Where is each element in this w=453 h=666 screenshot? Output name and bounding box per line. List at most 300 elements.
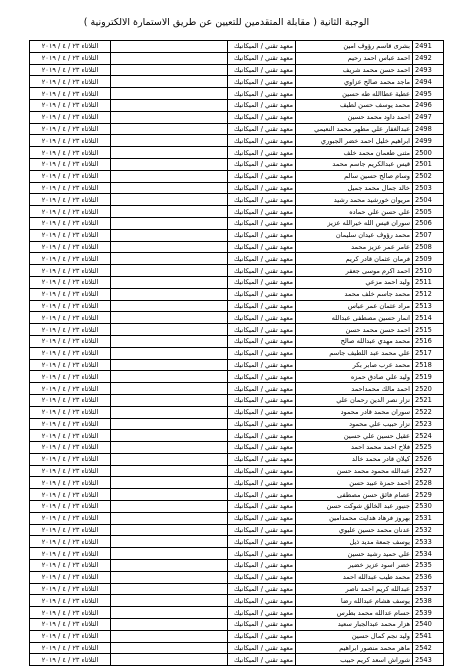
- institute-cell: معهد تقني / الميكانيك: [228, 288, 296, 300]
- table-row: [30, 512, 444, 524]
- interview-date-cell: الثلاثاء ٢٣ / ٤ / ٢٠١٩: [30, 229, 111, 241]
- institute-cell: معهد تقني / الميكانيك: [228, 324, 296, 336]
- interview-date-cell: الثلاثاء ٢٣ / ٤ / ٢٠١٩: [30, 536, 111, 548]
- sequence-number-cell: 2515: [413, 324, 444, 336]
- sequence-number-cell: 2494: [413, 76, 444, 88]
- sequence-number-cell: 2532: [413, 524, 444, 536]
- table-row: [30, 560, 444, 572]
- interview-date-cell: الثلاثاء ٢٣ / ٤ / ٢٠١٩: [30, 371, 111, 383]
- institute-cell: معهد تقني / الميكانيك: [228, 41, 296, 53]
- institute-cell: معهد تقني / الميكانيك: [228, 64, 296, 76]
- institute-cell: معهد تقني / الميكانيك: [228, 76, 296, 88]
- blank-cell: [111, 524, 228, 536]
- table-row: [30, 64, 444, 76]
- applicant-name-cell: عامر عمر عزيز محمد: [296, 241, 413, 253]
- table-row: [30, 158, 444, 170]
- institute-cell: معهد تقني / الميكانيك: [228, 300, 296, 312]
- sequence-number-cell: 2535: [413, 560, 444, 572]
- applicant-name-cell: خالد جمال محمد جميل: [296, 182, 413, 194]
- table-row: [30, 41, 444, 53]
- blank-cell: [111, 41, 228, 53]
- interview-date-cell: الثلاثاء ٢٣ / ٤ / ٢٠١٩: [30, 253, 111, 265]
- blank-cell: [111, 571, 228, 583]
- blank-cell: [111, 335, 228, 347]
- blank-cell: [111, 158, 228, 170]
- institute-cell: معهد تقني / الميكانيك: [228, 619, 296, 631]
- interview-date-cell: الثلاثاء ٢٣ / ٤ / ٢٠١٩: [30, 217, 111, 229]
- table-row: [30, 76, 444, 88]
- applicant-name-cell: يوسف جمعة مديد ذيل: [296, 536, 413, 548]
- interview-date-cell: الثلاثاء ٢٣ / ٤ / ٢٠١٩: [30, 111, 111, 123]
- applicant-name-cell: ماهر محمد منصور ابراهيم: [296, 642, 413, 654]
- applicant-name-cell: عبدالغفار علي مطهر محمد النعيمي: [296, 123, 413, 135]
- blank-cell: [111, 442, 228, 454]
- sequence-number-cell: 2513: [413, 300, 444, 312]
- blank-cell: [111, 265, 228, 277]
- applicant-name-cell: بهروز فرهاد هدايت محمدامين: [296, 512, 413, 524]
- blank-cell: [111, 135, 228, 147]
- applicant-name-cell: محمد يوسف حسن لطيف: [296, 99, 413, 111]
- table-row: [30, 135, 444, 147]
- institute-cell: معهد تقني / الميكانيك: [228, 406, 296, 418]
- applicant-name-cell: بشرى قاسم رؤوف امين: [296, 41, 413, 53]
- institute-cell: معهد تقني / الميكانيك: [228, 359, 296, 371]
- interview-date-cell: الثلاثاء ٢٣ / ٤ / ٢٠١٩: [30, 619, 111, 631]
- blank-cell: [111, 88, 228, 100]
- sequence-number-cell: 2542: [413, 642, 444, 654]
- applicant-table-body: [30, 41, 444, 666]
- interview-date-cell: الثلاثاء ٢٣ / ٤ / ٢٠١٩: [30, 383, 111, 395]
- sequence-number-cell: 2497: [413, 111, 444, 123]
- table-row: [30, 607, 444, 619]
- interview-date-cell: الثلاثاء ٢٣ / ٤ / ٢٠١٩: [30, 501, 111, 513]
- institute-cell: معهد تقني / الميكانيك: [228, 595, 296, 607]
- institute-cell: معهد تقني / الميكانيك: [228, 571, 296, 583]
- applicant-name-cell: محمد طيب عبدالله احمد: [296, 571, 413, 583]
- table-row: [30, 194, 444, 206]
- table-row: [30, 88, 444, 100]
- blank-cell: [111, 583, 228, 595]
- table-row: [30, 394, 444, 406]
- institute-cell: معهد تقني / الميكانيك: [228, 642, 296, 654]
- sequence-number-cell: 2491: [413, 41, 444, 53]
- table-row: [30, 571, 444, 583]
- applicant-name-cell: احمد اكرم موسى جعفر: [296, 265, 413, 277]
- applicant-name-cell: خضر اسود عزيز خضير: [296, 560, 413, 572]
- table-row: [30, 524, 444, 536]
- applicant-table: [29, 40, 444, 666]
- applicant-name-cell: انمار حسين مصطفى عبدالله: [296, 312, 413, 324]
- applicant-name-cell: احمد حسن محمد شريف: [296, 64, 413, 76]
- sequence-number-cell: 2505: [413, 206, 444, 218]
- sequence-number-cell: 2533: [413, 536, 444, 548]
- table-row: [30, 501, 444, 513]
- table-row: [30, 430, 444, 442]
- institute-cell: معهد تقني / الميكانيك: [228, 335, 296, 347]
- sequence-number-cell: 2523: [413, 418, 444, 430]
- blank-cell: [111, 619, 228, 631]
- table-row: [30, 630, 444, 642]
- blank-cell: [111, 394, 228, 406]
- interview-date-cell: الثلاثاء ٢٣ / ٤ / ٢٠١٩: [30, 123, 111, 135]
- interview-date-cell: الثلاثاء ٢٣ / ٤ / ٢٠١٩: [30, 312, 111, 324]
- applicant-name-cell: نزار نصر الدين رحمان علي: [296, 394, 413, 406]
- applicant-name-cell: فلاح احمد محمد احمد: [296, 442, 413, 454]
- blank-cell: [111, 654, 228, 666]
- table-row: [30, 371, 444, 383]
- interview-date-cell: الثلاثاء ٢٣ / ٤ / ٢٠١٩: [30, 560, 111, 572]
- applicant-name-cell: يوسف هشام عبدالله رضا: [296, 595, 413, 607]
- blank-cell: [111, 288, 228, 300]
- sequence-number-cell: 2512: [413, 288, 444, 300]
- blank-cell: [111, 123, 228, 135]
- applicant-name-cell: شوراش اسعد كريم حبيب: [296, 654, 413, 666]
- applicant-name-cell: محمد مهدي عبدالله صالح: [296, 335, 413, 347]
- institute-cell: معهد تقني / الميكانيك: [228, 158, 296, 170]
- table-row: [30, 465, 444, 477]
- blank-cell: [111, 217, 228, 229]
- sequence-number-cell: 2506: [413, 217, 444, 229]
- table-row: [30, 182, 444, 194]
- applicant-name-cell: فرمان عثمان قادر كريم: [296, 253, 413, 265]
- sequence-number-cell: 2534: [413, 548, 444, 560]
- table-row: [30, 489, 444, 501]
- blank-cell: [111, 241, 228, 253]
- applicant-name-cell: محمد رؤوف عيدان سليمان: [296, 229, 413, 241]
- interview-date-cell: الثلاثاء ٢٣ / ٤ / ٢٠١٩: [30, 324, 111, 336]
- institute-cell: معهد تقني / الميكانيك: [228, 394, 296, 406]
- sequence-number-cell: 2530: [413, 501, 444, 513]
- table-row: [30, 453, 444, 465]
- table-row: [30, 583, 444, 595]
- institute-cell: معهد تقني / الميكانيك: [228, 524, 296, 536]
- interview-date-cell: الثلاثاء ٢٣ / ٤ / ٢٠١٩: [30, 489, 111, 501]
- sequence-number-cell: 2539: [413, 607, 444, 619]
- blank-cell: [111, 170, 228, 182]
- blank-cell: [111, 642, 228, 654]
- institute-cell: معهد تقني / الميكانيك: [228, 170, 296, 182]
- institute-cell: معهد تقني / الميكانيك: [228, 135, 296, 147]
- sequence-number-cell: 2521: [413, 394, 444, 406]
- institute-cell: معهد تقني / الميكانيك: [228, 88, 296, 100]
- interview-date-cell: الثلاثاء ٢٣ / ٤ / ٢٠١٩: [30, 170, 111, 182]
- table-row: [30, 324, 444, 336]
- blank-cell: [111, 406, 228, 418]
- sequence-number-cell: 2528: [413, 477, 444, 489]
- blank-cell: [111, 383, 228, 395]
- sequence-number-cell: 2519: [413, 371, 444, 383]
- interview-date-cell: الثلاثاء ٢٣ / ٤ / ٢٠١٩: [30, 64, 111, 76]
- institute-cell: معهد تقني / الميكانيك: [228, 371, 296, 383]
- sequence-number-cell: 2537: [413, 583, 444, 595]
- interview-date-cell: الثلاثاء ٢٣ / ٤ / ٢٠١٩: [30, 147, 111, 159]
- table-row: [30, 477, 444, 489]
- table-row: [30, 217, 444, 229]
- institute-cell: معهد تقني / الميكانيك: [228, 147, 296, 159]
- applicant-name-cell: علي محمد عبد اللطيف جاسم: [296, 347, 413, 359]
- blank-cell: [111, 52, 228, 64]
- institute-cell: معهد تقني / الميكانيك: [228, 265, 296, 277]
- table-row: [30, 619, 444, 631]
- table-row: [30, 253, 444, 265]
- applicant-name-cell: عبدالله محمود محمد حسن: [296, 465, 413, 477]
- blank-cell: [111, 76, 228, 88]
- applicant-name-cell: وليد نجم كمال حسين: [296, 630, 413, 642]
- institute-cell: معهد تقني / الميكانيك: [228, 217, 296, 229]
- sequence-number-cell: 2526: [413, 453, 444, 465]
- blank-cell: [111, 147, 228, 159]
- institute-cell: معهد تقني / الميكانيك: [228, 99, 296, 111]
- interview-date-cell: الثلاثاء ٢٣ / ٤ / ٢٠١٩: [30, 642, 111, 654]
- applicant-name-cell: قيس عبدالكريم جاسم محمد: [296, 158, 413, 170]
- institute-cell: معهد تقني / الميكانيك: [228, 276, 296, 288]
- sequence-number-cell: 2524: [413, 430, 444, 442]
- sequence-number-cell: 2529: [413, 489, 444, 501]
- interview-date-cell: الثلاثاء ٢٣ / ٤ / ٢٠١٩: [30, 430, 111, 442]
- table-row: [30, 418, 444, 430]
- interview-date-cell: الثلاثاء ٢٣ / ٤ / ٢٠١٩: [30, 418, 111, 430]
- interview-date-cell: الثلاثاء ٢٣ / ٤ / ٢٠١٩: [30, 135, 111, 147]
- institute-cell: معهد تقني / الميكانيك: [228, 383, 296, 395]
- applicant-name-cell: عقيل حسين علي حسين: [296, 430, 413, 442]
- interview-date-cell: الثلاثاء ٢٣ / ٤ / ٢٠١٩: [30, 571, 111, 583]
- interview-date-cell: الثلاثاء ٢٣ / ٤ / ٢٠١٩: [30, 548, 111, 560]
- institute-cell: معهد تقني / الميكانيك: [228, 489, 296, 501]
- interview-date-cell: الثلاثاء ٢٣ / ٤ / ٢٠١٩: [30, 300, 111, 312]
- institute-cell: معهد تقني / الميكانيك: [228, 477, 296, 489]
- table-row: [30, 99, 444, 111]
- institute-cell: معهد تقني / الميكانيك: [228, 548, 296, 560]
- institute-cell: معهد تقني / الميكانيك: [228, 229, 296, 241]
- sequence-number-cell: 2500: [413, 147, 444, 159]
- institute-cell: معهد تقني / الميكانيك: [228, 430, 296, 442]
- applicant-name-cell: عصام فائق حسن مصطفى: [296, 489, 413, 501]
- blank-cell: [111, 111, 228, 123]
- blank-cell: [111, 182, 228, 194]
- institute-cell: معهد تقني / الميكانيك: [228, 607, 296, 619]
- blank-cell: [111, 560, 228, 572]
- sequence-number-cell: 2501: [413, 158, 444, 170]
- sequence-number-cell: 2503: [413, 182, 444, 194]
- applicant-name-cell: مثنى طعمان محمد خلف: [296, 147, 413, 159]
- table-row: [30, 170, 444, 182]
- table-row: [30, 265, 444, 277]
- interview-date-cell: الثلاثاء ٢٣ / ٤ / ٢٠١٩: [30, 52, 111, 64]
- table-row: [30, 595, 444, 607]
- table-row: [30, 536, 444, 548]
- sequence-number-cell: 2499: [413, 135, 444, 147]
- applicant-name-cell: عطية عطاالله طه حسين: [296, 88, 413, 100]
- applicant-name-cell: احمد حسن محمد حسن: [296, 324, 413, 336]
- interview-date-cell: الثلاثاء ٢٣ / ٤ / ٢٠١٩: [30, 453, 111, 465]
- institute-cell: معهد تقني / الميكانيك: [228, 512, 296, 524]
- interview-date-cell: الثلاثاء ٢٣ / ٤ / ٢٠١٩: [30, 595, 111, 607]
- sequence-number-cell: 2531: [413, 512, 444, 524]
- institute-cell: معهد تقني / الميكانيك: [228, 583, 296, 595]
- blank-cell: [111, 630, 228, 642]
- interview-date-cell: الثلاثاء ٢٣ / ٤ / ٢٠١٩: [30, 359, 111, 371]
- institute-cell: معهد تقني / الميكانيك: [228, 536, 296, 548]
- sequence-number-cell: 2507: [413, 229, 444, 241]
- interview-date-cell: الثلاثاء ٢٣ / ٤ / ٢٠١٩: [30, 335, 111, 347]
- blank-cell: [111, 418, 228, 430]
- sequence-number-cell: 2504: [413, 194, 444, 206]
- table-row: [30, 335, 444, 347]
- blank-cell: [111, 548, 228, 560]
- sequence-number-cell: 2516: [413, 335, 444, 347]
- interview-date-cell: الثلاثاء ٢٣ / ٤ / ٢٠١٩: [30, 194, 111, 206]
- blank-cell: [111, 229, 228, 241]
- table-row: [30, 276, 444, 288]
- institute-cell: معهد تقني / الميكانيك: [228, 111, 296, 123]
- sequence-number-cell: 2511: [413, 276, 444, 288]
- applicant-name-cell: وليد علي صادق حمزه: [296, 371, 413, 383]
- applicant-name-cell: علي حميد رشيد حسين: [296, 548, 413, 560]
- table-row: [30, 206, 444, 218]
- institute-cell: معهد تقني / الميكانيك: [228, 654, 296, 666]
- applicant-name-cell: سوران محمد قادر محمود: [296, 406, 413, 418]
- sequence-number-cell: 2493: [413, 64, 444, 76]
- applicant-name-cell: محمد جاسم خلف محمد: [296, 288, 413, 300]
- blank-cell: [111, 536, 228, 548]
- blank-cell: [111, 430, 228, 442]
- sequence-number-cell: 2525: [413, 442, 444, 454]
- applicant-name-cell: كيلان قادر محمد خالد: [296, 453, 413, 465]
- sequence-number-cell: 2540: [413, 619, 444, 631]
- table-row: [30, 123, 444, 135]
- blank-cell: [111, 206, 228, 218]
- sequence-number-cell: 2522: [413, 406, 444, 418]
- institute-cell: معهد تقني / الميكانيك: [228, 52, 296, 64]
- applicant-name-cell: ماجد محمد صالح عزاوي: [296, 76, 413, 88]
- table-row: [30, 147, 444, 159]
- applicant-name-cell: عدنان محمد حسين عليوي: [296, 524, 413, 536]
- sequence-number-cell: 2520: [413, 383, 444, 395]
- interview-date-cell: الثلاثاء ٢٣ / ٤ / ٢٠١٩: [30, 512, 111, 524]
- table-row: [30, 111, 444, 123]
- institute-cell: معهد تقني / الميكانيك: [228, 465, 296, 477]
- table-row: [30, 548, 444, 560]
- blank-cell: [111, 300, 228, 312]
- applicant-name-cell: احمد عباس احمد رحيم: [296, 52, 413, 64]
- blank-cell: [111, 276, 228, 288]
- applicant-name-cell: احمد مالك محمداحمد: [296, 383, 413, 395]
- blank-cell: [111, 607, 228, 619]
- institute-cell: معهد تقني / الميكانيك: [228, 206, 296, 218]
- sequence-number-cell: 2492: [413, 52, 444, 64]
- blank-cell: [111, 347, 228, 359]
- institute-cell: معهد تقني / الميكانيك: [228, 347, 296, 359]
- applicant-name-cell: جنيور عبد الخالق شوكت حسن: [296, 501, 413, 513]
- blank-cell: [111, 465, 228, 477]
- sequence-number-cell: 2502: [413, 170, 444, 182]
- interview-date-cell: الثلاثاء ٢٣ / ٤ / ٢٠١٩: [30, 276, 111, 288]
- blank-cell: [111, 253, 228, 265]
- sequence-number-cell: 2508: [413, 241, 444, 253]
- applicant-name-cell: ابراهيم خليل احمد خضر الجبوري: [296, 135, 413, 147]
- sequence-number-cell: 2518: [413, 359, 444, 371]
- institute-cell: معهد تقني / الميكانيك: [228, 253, 296, 265]
- institute-cell: معهد تقني / الميكانيك: [228, 418, 296, 430]
- interview-date-cell: الثلاثاء ٢٣ / ٤ / ٢٠١٩: [30, 158, 111, 170]
- sequence-number-cell: 2541: [413, 630, 444, 642]
- table-row: [30, 288, 444, 300]
- table-row: [30, 383, 444, 395]
- applicant-name-cell: علي حسن علي حماده: [296, 206, 413, 218]
- interview-date-cell: الثلاثاء ٢٣ / ٤ / ٢٠١٩: [30, 477, 111, 489]
- table-row: [30, 642, 444, 654]
- blank-cell: [111, 489, 228, 501]
- sequence-number-cell: 2543: [413, 654, 444, 666]
- interview-date-cell: الثلاثاء ٢٣ / ٤ / ٢٠١٩: [30, 654, 111, 666]
- interview-date-cell: الثلاثاء ٢٣ / ٤ / ٢٠١٩: [30, 406, 111, 418]
- blank-cell: [111, 312, 228, 324]
- interview-date-cell: الثلاثاء ٢٣ / ٤ / ٢٠١٩: [30, 41, 111, 53]
- applicant-name-cell: مريوان خورشيد محمد رشيد: [296, 194, 413, 206]
- institute-cell: معهد تقني / الميكانيك: [228, 630, 296, 642]
- institute-cell: معهد تقني / الميكانيك: [228, 501, 296, 513]
- applicant-name-cell: احمد حمزة عبيد حسن: [296, 477, 413, 489]
- sequence-number-cell: 2538: [413, 595, 444, 607]
- institute-cell: معهد تقني / الميكانيك: [228, 194, 296, 206]
- institute-cell: معهد تقني / الميكانيك: [228, 560, 296, 572]
- institute-cell: معهد تقني / الميكانيك: [228, 312, 296, 324]
- sequence-number-cell: 2510: [413, 265, 444, 277]
- table-row: [30, 52, 444, 64]
- applicant-name-cell: احمد داود محمد حسين: [296, 111, 413, 123]
- applicant-name-cell: وسام صالح حسين سالم: [296, 170, 413, 182]
- sequence-number-cell: 2496: [413, 99, 444, 111]
- institute-cell: معهد تقني / الميكانيك: [228, 442, 296, 454]
- blank-cell: [111, 99, 228, 111]
- interview-date-cell: الثلاثاء ٢٣ / ٤ / ٢٠١٩: [30, 607, 111, 619]
- table-row: [30, 312, 444, 324]
- interview-date-cell: الثلاثاء ٢٣ / ٤ / ٢٠١٩: [30, 265, 111, 277]
- page-title: الوجبة الثانية ( مقابلة المتقدمين للتعيين عن طريق الاستمارة الالكترونية ): [83, 17, 370, 28]
- interview-date-cell: الثلاثاء ٢٣ / ٤ / ٢٠١٩: [30, 465, 111, 477]
- table-row: [30, 241, 444, 253]
- table-row: [30, 359, 444, 371]
- interview-date-cell: الثلاثاء ٢٣ / ٤ / ٢٠١٩: [30, 583, 111, 595]
- interview-date-cell: الثلاثاء ٢٣ / ٤ / ٢٠١٩: [30, 241, 111, 253]
- institute-cell: معهد تقني / الميكانيك: [228, 123, 296, 135]
- institute-cell: معهد تقني / الميكانيك: [228, 182, 296, 194]
- applicant-name-cell: حسام عدالله محمد بطرس: [296, 607, 413, 619]
- interview-date-cell: الثلاثاء ٢٣ / ٤ / ٢٠١٩: [30, 442, 111, 454]
- blank-cell: [111, 453, 228, 465]
- blank-cell: [111, 324, 228, 336]
- institute-cell: معهد تقني / الميكانيك: [228, 453, 296, 465]
- interview-date-cell: الثلاثاء ٢٣ / ٤ / ٢٠١٩: [30, 288, 111, 300]
- interview-date-cell: الثلاثاء ٢٣ / ٤ / ٢٠١٩: [30, 182, 111, 194]
- blank-cell: [111, 477, 228, 489]
- interview-date-cell: الثلاثاء ٢٣ / ٤ / ٢٠١٩: [30, 394, 111, 406]
- blank-cell: [111, 194, 228, 206]
- applicant-name-cell: نزار حبيب علي محمود: [296, 418, 413, 430]
- table-row: [30, 406, 444, 418]
- table-row: [30, 300, 444, 312]
- interview-date-cell: الثلاثاء ٢٣ / ٤ / ٢٠١٩: [30, 524, 111, 536]
- sequence-number-cell: 2509: [413, 253, 444, 265]
- blank-cell: [111, 64, 228, 76]
- sequence-number-cell: 2527: [413, 465, 444, 477]
- applicant-name-cell: وليد احمد مزعي: [296, 276, 413, 288]
- blank-cell: [111, 501, 228, 513]
- applicant-name-cell: سوران قيس الله خيرالله عزيز: [296, 217, 413, 229]
- sequence-number-cell: 2495: [413, 88, 444, 100]
- institute-cell: معهد تقني / الميكانيك: [228, 241, 296, 253]
- table-row: [30, 442, 444, 454]
